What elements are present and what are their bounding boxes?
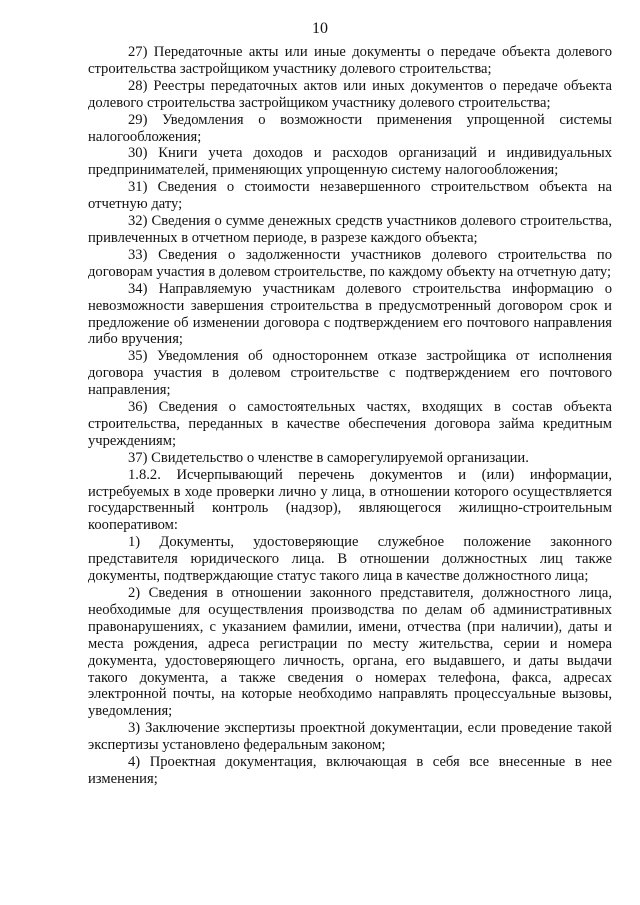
sublist-item-4: 4) Проектная документация, включающая в себя все внесенные в нее изменения;: [88, 754, 612, 787]
page-number: 10: [312, 20, 328, 37]
list-item-27: 27) Передаточные акты или иные документы о передаче объекта долевого строительства застройщиком участнику долевого строительства;: [88, 44, 612, 77]
sublist-item-3: 3) Заключение экспертизы проектной документации, если проведение такой экспертизы установлено федеральным законом;: [88, 720, 612, 754]
list-item-30: 30) Книги учета доходов и расходов организаций и индивидуальных предпринимателей, применяющих упрощенную систему налогообложения;: [88, 145, 612, 179]
list-item-31: 31) Сведения о стоимости незавершенного строительством объекта на отчетную дату;: [88, 179, 612, 213]
list-item-33: 33) Сведения о задолженности участников долевого строительства по договорам участия в долевом строительстве, по каждому объекту на отчетную дату;: [88, 246, 612, 280]
sublist-item-1: 1) Документы, удостоверяющие служебное положение законного представителя юридического лица. В отношении должностных лиц также документы, подтверждающие статус такого лица в качестве должностного лица;: [88, 534, 612, 585]
list-item-29: 29) Уведомления о возможности применения упрощенной системы налогообложения;: [88, 111, 612, 145]
section-1-8-2: 1.8.2. Исчерпывающий перечень документов и (или) информации, истребуемых в ходе проверки лично у лица, в отношении которого осуществляется государственный контроль (надзор), являющегося жилищно-строительным кооперативом:: [88, 466, 612, 534]
list-item-36: 36) Сведения о самостоятельных частях, входящих в состав объекта строительства, переданных в качестве обеспечения договора займа кредитным учреждениям;: [88, 399, 612, 449]
sublist-item-2: 2) Сведения в отношении законного представителя, должностного лица, необходимые для осуществления производства по делам об административных правонарушениях, с указанием фамилии, имени, отчества (при наличии), даты и места рождения, адреса регистрации по месту жительства, серии и номера документа, удостоверяющего личность, органа, его выдавшего, и даты выдачи такого документа, а также сведения о номерах телефона, факса, адресах электронной почты, на которые необходимо направлять процессуальные вызовы, уведомления;: [88, 585, 612, 720]
list-item-37: 37) Свидетельство о членстве в саморегулируемой организации.: [128, 449, 529, 466]
list-item-28: 28) Реестры передаточных актов или иных документов о передаче объекта долевого строительства застройщиком участнику долевого строительства;: [88, 77, 612, 111]
list-item-32: 32) Сведения о сумме денежных средств участников долевого строительства, привлеченных в отчетном периоде, в разрезе каждого объекта;: [88, 213, 612, 246]
document-body: [88, 44, 612, 788]
list-item-34: 34) Направляемую участникам долевого строительства информацию о невозможности завершения строительства в предусмотренный договором срок и предложение об изменении договора с подтверждением его почтового направления либо вручения;: [88, 280, 612, 348]
list-item-35: 35) Уведомления об одностороннем отказе застройщика от исполнения договора участия в долевом строительстве с подтверждением его почтового направления;: [88, 348, 612, 399]
